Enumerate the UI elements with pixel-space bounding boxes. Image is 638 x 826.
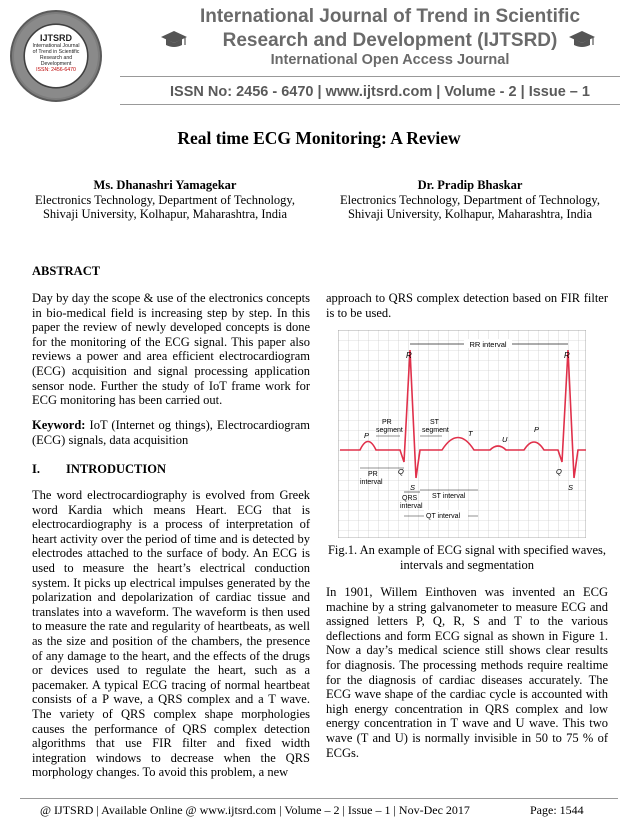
logo-issn: ISSN: 2456-6470 [36,67,76,73]
right-body-text: In 1901, Willem Einthoven was invented an ECG machine by a string galvanometer to measure ECG and assigned letters P, Q, R, S and T to the various deflections and form ECG signal as shown in Figure 1. Now a day’s medical science still shows clear results for diagnosis. The processing methods require realtime for the diagnosis of cardiac diseases accurately. The ECG wave shape of the cardiac cycle is accounted with high energy concentration in QRS complex and low energy concentration in T wave and U wave. This two wave (T and U) is normally invisible in 50 to 75 % of ECGs. [326,585,608,760]
author-affiliation: Electronics Technology, Department of Technology, [340,192,600,207]
section-title: INTRODUCTION [66,462,167,476]
author-block-2 [320,178,620,222]
keyword-label: Keyword: [32,418,86,432]
author-affiliation: Shivaji University, Kolhapur, Maharashtra, India [42,207,288,221]
pr-interval-label: interval [360,479,383,486]
right-top-text: approach to QRS complex detection based on FIR filter is to be used. [326,291,608,320]
r-wave-label: R [564,351,570,360]
abstract-text: Day by day the scope & use of the electronics concepts in bio-medical field is increasing step by step. In this paper the review of newly developed concepts is done for the monitoring of the ECG signal. This paper also reviews a power and area efficient electrocardiogram (ECG) acquisition and signal processing application sensor node. Further the study of IoT frame work for ECG monitoring has been carried out. [32,291,310,408]
st-segment-label: segment [422,427,449,434]
intro-text: The word electrocardiography is evolved from Greek word Kardia which means Heart. ECG that is electrocardiography is a process of interpretation of heart activity over the period of time and is detected by electrodes attached to the surface of body. An ECG is used to measure the heart’s electrical conduction system. It picks up electrical impulses generated by the polarization and depolarization of cardiac tissue and translates into a waveform. The waveform is then used to measure the rate and regularity of heartbeats, as well as the size and position of the chambers, the presence of any damage to the heart, and the effects of the drugs or devices used to regulate the heart, such as a pacemaker. A typical ECG tracing of normal heartbeat consists of a P wave, a QRS complex and a T wave. The variety of QRS complex shape morphologies causes the performance of QRS complex detection algorithms that use FIR filter and fixed width integration windows to decrease when the QRS morphology changes. To avoid this problem, a new [32,488,310,780]
journal-subtitle: International Open Access Journal [270,52,510,68]
page-number: Page: 1544 [530,803,584,817]
pr-segment-label: PR [382,419,392,426]
qrs-interval-label: interval [400,503,423,510]
ecg-grid [338,330,586,538]
header-rule-bottom [120,104,620,105]
pr-segment-label: segment [376,427,403,434]
u-wave-label: U [502,435,508,444]
figure-caption [326,543,608,572]
logo-line1: International Journal [32,43,80,49]
logo-abbr: IJTSRD [39,33,72,43]
journal-title-line2: Research and Development (IJTSRD) [222,30,558,51]
journal-logo [10,10,102,102]
section-number: I. [32,462,40,476]
logo-inner [24,24,88,88]
graduation-cap-icon [160,30,188,50]
author-name: Ms. Dhanashri Yamagekar [93,178,237,192]
keywords [32,418,310,447]
logo-line3: Research and [39,55,73,61]
r-wave-label: R [406,351,412,360]
graduation-cap-icon [568,30,596,50]
s-wave-label: S [410,483,416,492]
paper-title: Real time ECG Monitoring: A Review [177,128,461,148]
s-wave-label: S [568,483,574,492]
q-wave-label: Q [398,467,404,476]
author-name: Dr. Pradip Bhaskar [417,178,523,192]
footer-text: @ IJTSRD | Available Online @ www.ijtsrd.com | Volume – 2 | Issue – 1 | Nov-Dec 2017 [40,803,470,817]
p-wave-label: P [364,431,370,440]
figure-caption-line1: Fig.1. An example of ECG signal with specified waves, [327,543,607,557]
header-rule-top [120,76,620,77]
figure-caption-line2: intervals and segmentation [400,557,534,572]
author-affiliation: Shivaji University, Kolhapur, Maharashtra, India [347,207,593,221]
issn-line: ISSN No: 2456 - 6470 | www.ijtsrd.com | Volume - 2 | Issue – 1 [170,84,590,100]
t-wave-label: T [468,429,473,438]
qrs-interval-label: QRS [402,495,418,502]
footer-rule [20,798,618,799]
rr-interval-label: RR interval [469,340,507,349]
author-affiliation: Electronics Technology, Department of Technology, [35,192,295,207]
ecg-figure [338,330,586,538]
logo-line4: Development [40,61,72,67]
keyword-text: IoT (Internet og things), Electrocardiogram (ECG) signals, data acquisition [32,418,310,447]
st-interval-label: ST interval [432,493,466,500]
qt-interval-label: QT interval [426,513,461,520]
st-segment-label: ST [430,419,439,426]
logo-line2: of Trend in Scientific [32,49,80,55]
q-wave-label: Q [556,467,562,476]
p-wave-label: P [534,425,540,434]
pr-interval-label: PR [368,471,378,478]
author-block-1 [20,178,310,222]
journal-title-line1: International Journal of Trend in Scientific [199,6,581,27]
abstract-heading: ABSTRACT [32,264,101,278]
